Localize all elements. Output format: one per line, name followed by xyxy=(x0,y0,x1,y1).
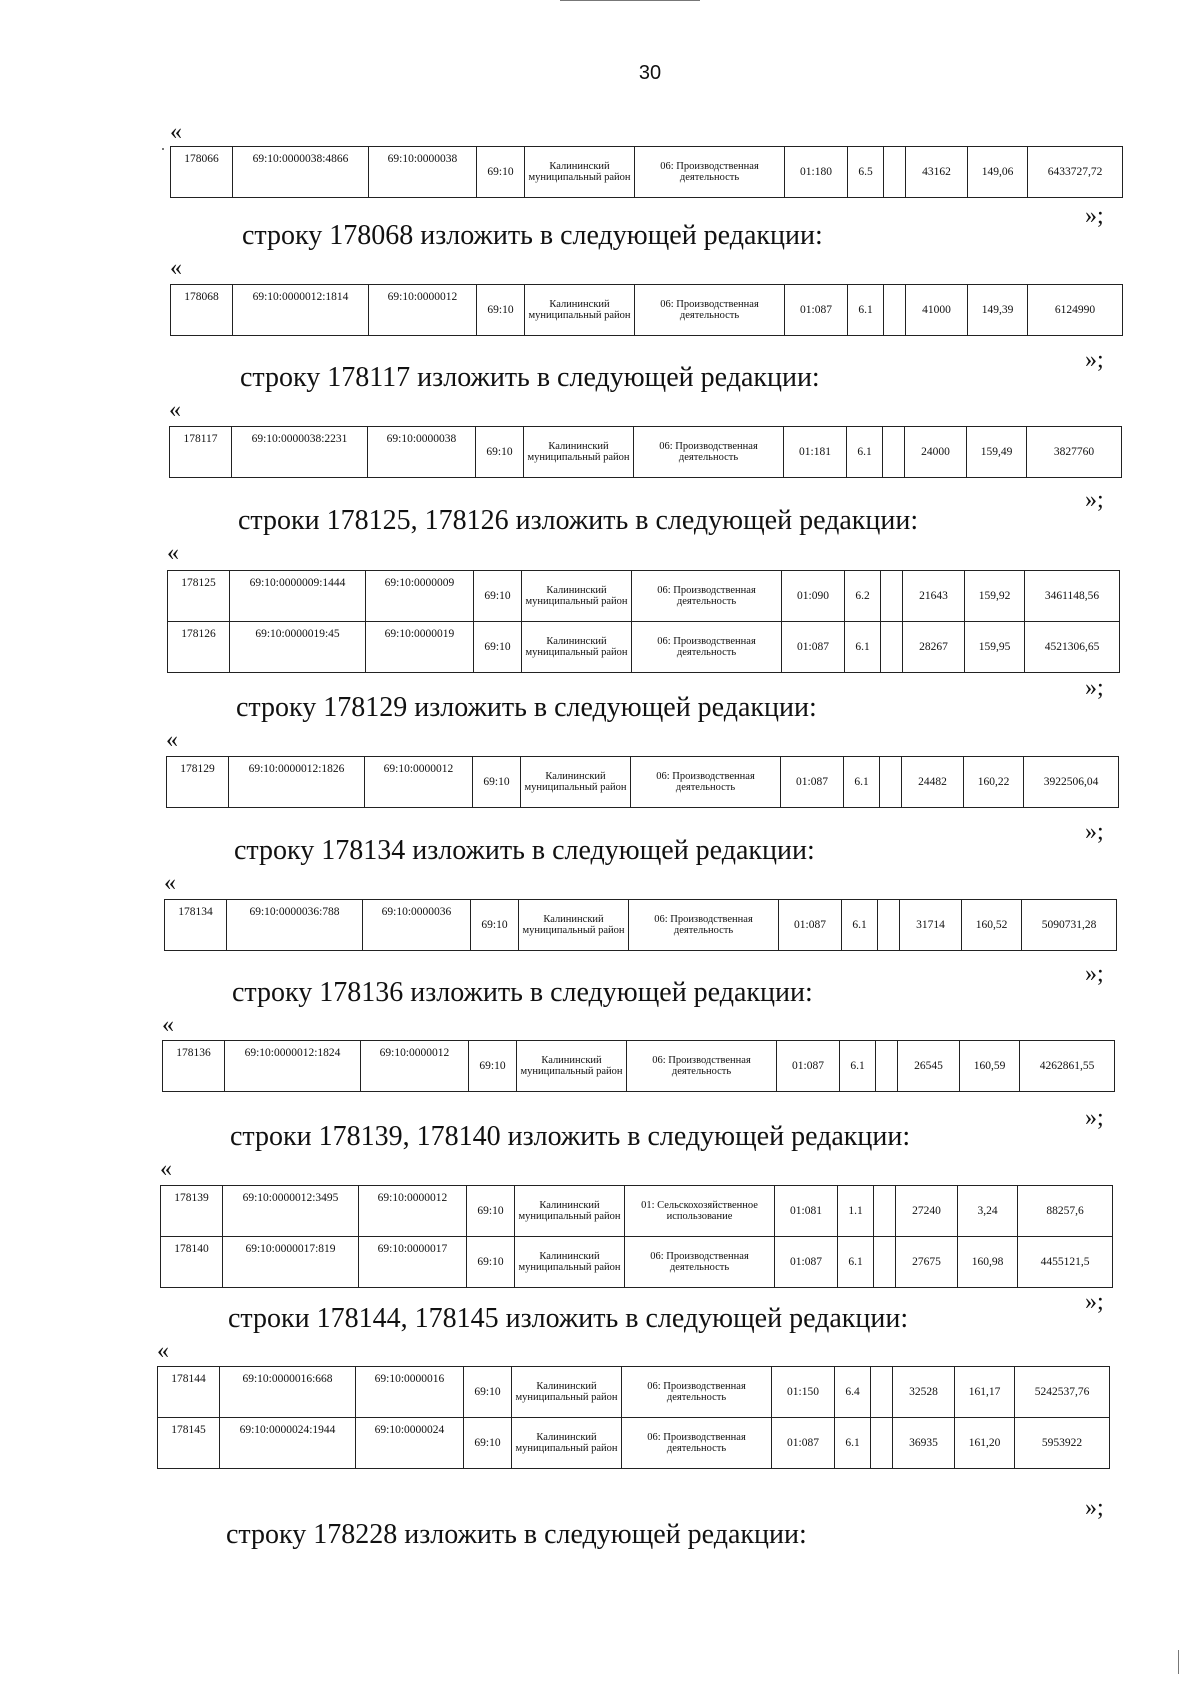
table-cell: 6.1 xyxy=(838,1237,874,1288)
table-cell xyxy=(884,285,906,336)
closing-quote: »; xyxy=(1085,347,1104,373)
table-cell: 178117 xyxy=(170,427,232,478)
table-cell: 178066 xyxy=(171,147,233,198)
table-cell: 01:090 xyxy=(782,571,845,622)
table-cell: 6.1 xyxy=(845,622,881,673)
table-row xyxy=(163,1041,1115,1092)
table-cell: 69:10:0000036:788 xyxy=(227,900,363,951)
table-row xyxy=(171,147,1123,198)
table-cell: 69:10:0000019 xyxy=(366,622,474,673)
table-cell: 159,49 xyxy=(967,427,1027,478)
table-cell: 69:10:0000038:2231 xyxy=(232,427,368,478)
table-cell: 41000 xyxy=(906,285,968,336)
table-cell: 69:10:0000012:1814 xyxy=(233,285,369,336)
scan-mark xyxy=(1178,1650,1179,1674)
table-cell xyxy=(884,147,906,198)
table-cell: 69:10 xyxy=(467,1186,515,1237)
table-row xyxy=(170,427,1122,478)
table-cell: 06: Производственная деятельность xyxy=(629,900,779,951)
closing-quote: »; xyxy=(1085,819,1104,845)
table-cell: 06: Производственная деятельность xyxy=(622,1367,772,1418)
section-caption: строки 178144, 178145 изложить в следующей редакции: xyxy=(228,1303,909,1334)
table-cell: 69:10:0000009:1444 xyxy=(230,571,366,622)
table-cell xyxy=(880,757,902,808)
table-cell: 6.5 xyxy=(848,147,884,198)
table-cell: 178139 xyxy=(161,1186,223,1237)
table-cell: 69:10 xyxy=(477,285,525,336)
table-cell: 27240 xyxy=(896,1186,958,1237)
data-table xyxy=(162,1040,1115,1092)
table-cell: 06: Производственная деятельность xyxy=(627,1041,777,1092)
table-cell: 178125 xyxy=(168,571,230,622)
table-cell: 161,20 xyxy=(955,1418,1015,1469)
table-cell: 01:087 xyxy=(782,622,845,673)
data-table xyxy=(170,146,1123,198)
section-caption: строку 178228 изложить в следующей редакции: xyxy=(226,1519,807,1550)
table-cell: 69:10:0000024 xyxy=(356,1418,464,1469)
table-cell: 3461148,56 xyxy=(1025,571,1120,622)
opening-quote: « xyxy=(164,870,176,896)
table-cell: 178126 xyxy=(168,622,230,673)
table-cell xyxy=(883,427,905,478)
page-number: 30 xyxy=(638,62,662,84)
table-cell: Калининский муниципальный район xyxy=(515,1186,625,1237)
table-cell: 6.2 xyxy=(845,571,881,622)
section-caption: строку 178136 изложить в следующей редакции: xyxy=(232,977,813,1008)
opening-quote: « xyxy=(167,540,179,566)
table-cell: 149,39 xyxy=(968,285,1028,336)
table-cell: 69:10 xyxy=(474,571,522,622)
table-cell: 149,06 xyxy=(968,147,1028,198)
closing-quote: »; xyxy=(1085,961,1104,987)
table-row xyxy=(158,1418,1110,1469)
opening-quote: « xyxy=(166,727,178,753)
table-cell: Калининский муниципальный район xyxy=(525,147,635,198)
table-cell: 6.1 xyxy=(835,1418,871,1469)
table-cell: 5953922 xyxy=(1015,1418,1110,1469)
opening-quote: « xyxy=(162,1012,174,1038)
section-caption: строку 178117 изложить в следующей редакции: xyxy=(240,362,820,393)
table-cell: 6.1 xyxy=(840,1041,876,1092)
table-cell: 178144 xyxy=(158,1367,220,1418)
table-cell: 69:10:0000012:3495 xyxy=(223,1186,359,1237)
data-table xyxy=(166,756,1119,808)
table-cell: 31714 xyxy=(900,900,962,951)
closing-quote: »; xyxy=(1085,487,1104,513)
table-cell: 06: Производственная деятельность xyxy=(635,285,785,336)
table-cell: 5090731,28 xyxy=(1022,900,1117,951)
table-cell: 69:10:0000016:668 xyxy=(220,1367,356,1418)
table-cell: 69:10:0000016 xyxy=(356,1367,464,1418)
table-cell: 69:10 xyxy=(477,147,525,198)
table-cell: 69:10 xyxy=(471,900,519,951)
table-cell: Калининский муниципальный район xyxy=(517,1041,627,1092)
table-cell: 160,52 xyxy=(962,900,1022,951)
table-cell: 161,17 xyxy=(955,1367,1015,1418)
table-cell: 3922506,04 xyxy=(1024,757,1119,808)
table-cell: 6.1 xyxy=(847,427,883,478)
table-row xyxy=(158,1367,1110,1418)
table-cell xyxy=(871,1367,893,1418)
table-cell: 6433727,72 xyxy=(1028,147,1123,198)
table-cell: 69:10:0000038 xyxy=(369,147,477,198)
table-cell: 160,22 xyxy=(964,757,1024,808)
table-cell: 69:10 xyxy=(476,427,524,478)
data-table xyxy=(170,284,1123,336)
table-row xyxy=(165,900,1117,951)
table-cell: 06: Производственная деятельность xyxy=(625,1237,775,1288)
table-row xyxy=(168,571,1120,622)
table-cell: 6.1 xyxy=(844,757,880,808)
table-row xyxy=(167,757,1119,808)
opening-quote: « xyxy=(169,397,181,423)
data-table xyxy=(157,1366,1110,1469)
table-cell: Калининский муниципальный район xyxy=(522,571,632,622)
data-table xyxy=(160,1185,1113,1288)
table-cell: 69:10:0000024:1944 xyxy=(220,1418,356,1469)
table-row xyxy=(171,285,1123,336)
table-cell: 69:10:0000012:1824 xyxy=(225,1041,361,1092)
table-cell: 3827760 xyxy=(1027,427,1122,478)
table-cell: 01:087 xyxy=(777,1041,840,1092)
table-cell: 178068 xyxy=(171,285,233,336)
table-cell: 4455121,5 xyxy=(1018,1237,1113,1288)
table-cell: 43162 xyxy=(906,147,968,198)
table-cell: 159,95 xyxy=(965,622,1025,673)
table-cell: 6.4 xyxy=(835,1367,871,1418)
table-cell: 1.1 xyxy=(838,1186,874,1237)
table-cell: 26545 xyxy=(898,1041,960,1092)
table-cell: 32528 xyxy=(893,1367,955,1418)
table-cell: 178129 xyxy=(167,757,229,808)
opening-quote: « xyxy=(160,1156,172,1182)
table-cell: 01:181 xyxy=(784,427,847,478)
closing-quote: »; xyxy=(1085,675,1104,701)
section-caption: строки 178125, 178126 изложить в следующей редакции: xyxy=(238,505,919,536)
table-cell xyxy=(871,1418,893,1469)
table-cell: 69:10:0000012 xyxy=(361,1041,469,1092)
table-cell: 178136 xyxy=(163,1041,225,1092)
table-cell: 06: Производственная деятельность xyxy=(622,1418,772,1469)
table-cell: 69:10:0000012 xyxy=(365,757,473,808)
opening-quote: « xyxy=(170,119,182,145)
table-cell: 24482 xyxy=(902,757,964,808)
data-table xyxy=(169,426,1122,478)
table-cell: 01:087 xyxy=(781,757,844,808)
table-cell: 27675 xyxy=(896,1237,958,1288)
table-cell: 06: Производственная деятельность xyxy=(632,622,782,673)
table-cell: Калининский муниципальный район xyxy=(519,900,629,951)
closing-quote: »; xyxy=(1085,1289,1104,1315)
table-cell: 01:087 xyxy=(785,285,848,336)
table-cell: 69:10:0000038:4866 xyxy=(233,147,369,198)
table-cell xyxy=(878,900,900,951)
table-cell: 178140 xyxy=(161,1237,223,1288)
scan-mark xyxy=(162,148,164,150)
table-cell: Калининский муниципальный район xyxy=(515,1237,625,1288)
scan-mark xyxy=(560,0,700,1)
table-cell: 4521306,65 xyxy=(1025,622,1120,673)
table-cell: 69:10:0000012:1826 xyxy=(229,757,365,808)
table-cell: 69:10:0000012 xyxy=(369,285,477,336)
table-cell: Калининский муниципальный район xyxy=(525,285,635,336)
table-cell xyxy=(874,1186,896,1237)
table-cell: 69:10:0000036 xyxy=(363,900,471,951)
closing-quote: »; xyxy=(1085,1495,1104,1521)
table-cell: 160,98 xyxy=(958,1237,1018,1288)
table-row xyxy=(168,622,1120,673)
table-cell: 69:10 xyxy=(464,1418,512,1469)
table-cell: 01: Сельскохозяйственное использование xyxy=(625,1186,775,1237)
table-cell: 4262861,55 xyxy=(1020,1041,1115,1092)
table-cell: 06: Производственная деятельность xyxy=(635,147,785,198)
table-cell: 178134 xyxy=(165,900,227,951)
table-cell: Калининский муниципальный район xyxy=(524,427,634,478)
data-table xyxy=(167,570,1120,673)
table-cell: 69:10:0000012 xyxy=(359,1186,467,1237)
table-cell: Калининский муниципальный район xyxy=(512,1367,622,1418)
table-cell: 21643 xyxy=(903,571,965,622)
table-cell: 24000 xyxy=(905,427,967,478)
table-cell: 06: Производственная деятельность xyxy=(631,757,781,808)
table-cell: 69:10 xyxy=(469,1041,517,1092)
table-cell: Калининский муниципальный район xyxy=(512,1418,622,1469)
table-cell: 06: Производственная деятельность xyxy=(632,571,782,622)
table-cell: 69:10 xyxy=(474,622,522,673)
table-cell: 6124990 xyxy=(1028,285,1123,336)
table-cell: 06: Производственная деятельность xyxy=(634,427,784,478)
section-caption: строку 178129 изложить в следующей редакции: xyxy=(236,692,817,723)
table-row xyxy=(161,1186,1113,1237)
data-table xyxy=(164,899,1117,951)
table-cell: 69:10 xyxy=(467,1237,515,1288)
table-cell: 01:180 xyxy=(785,147,848,198)
table-cell: 69:10:0000017 xyxy=(359,1237,467,1288)
section-caption: строку 178134 изложить в следующей редакции: xyxy=(234,835,815,866)
table-cell: 01:087 xyxy=(775,1237,838,1288)
table-cell: 69:10:0000009 xyxy=(366,571,474,622)
section-caption: строку 178068 изложить в следующей редакции: xyxy=(242,220,823,251)
opening-quote: « xyxy=(157,1338,169,1364)
table-cell: Калининский муниципальный район xyxy=(521,757,631,808)
table-cell: 01:087 xyxy=(779,900,842,951)
table-cell: 88257,6 xyxy=(1018,1186,1113,1237)
table-cell xyxy=(874,1237,896,1288)
table-cell: 5242537,76 xyxy=(1015,1367,1110,1418)
table-cell: 01:081 xyxy=(775,1186,838,1237)
table-cell: 69:10 xyxy=(464,1367,512,1418)
table-cell xyxy=(881,571,903,622)
table-cell: 36935 xyxy=(893,1418,955,1469)
table-cell: 178145 xyxy=(158,1418,220,1469)
table-cell: 159,92 xyxy=(965,571,1025,622)
table-cell: 69:10 xyxy=(473,757,521,808)
table-cell: 28267 xyxy=(903,622,965,673)
table-cell: 160,59 xyxy=(960,1041,1020,1092)
closing-quote: »; xyxy=(1085,1105,1104,1131)
table-cell: 3,24 xyxy=(958,1186,1018,1237)
table-row xyxy=(161,1237,1113,1288)
opening-quote: « xyxy=(170,255,182,281)
table-cell: 69:10:0000017:819 xyxy=(223,1237,359,1288)
table-cell: 6.1 xyxy=(848,285,884,336)
table-cell: 6.1 xyxy=(842,900,878,951)
table-cell: 01:150 xyxy=(772,1367,835,1418)
closing-quote: »; xyxy=(1085,203,1104,229)
table-cell: 01:087 xyxy=(772,1418,835,1469)
table-cell xyxy=(881,622,903,673)
table-cell: 69:10:0000019:45 xyxy=(230,622,366,673)
section-caption: строки 178139, 178140 изложить в следующей редакции: xyxy=(230,1121,911,1152)
table-cell xyxy=(876,1041,898,1092)
table-cell: Калининский муниципальный район xyxy=(522,622,632,673)
table-cell: 69:10:0000038 xyxy=(368,427,476,478)
